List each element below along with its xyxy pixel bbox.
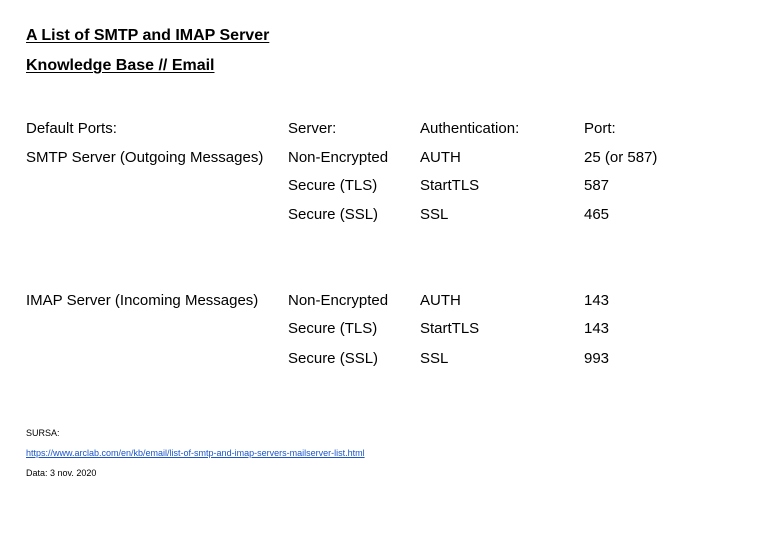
smtp-auth-cell: AUTH: [420, 149, 461, 166]
header-authentication: Authentication:: [420, 120, 520, 137]
header-server: Server:: [288, 120, 337, 137]
imap-port-cell: 993: [584, 350, 610, 367]
imap-auth-cell: AUTH: [420, 292, 461, 309]
imap-auth-cell: SSL: [420, 350, 449, 367]
smtp-section-label: SMTP Server (Outgoing Messages): [26, 149, 264, 166]
imap-port-cell: 143: [584, 320, 610, 337]
header-default-ports: Default Ports:: [26, 120, 117, 137]
smtp-server-cell: Non-Encrypted: [288, 149, 389, 166]
header-port: Port:: [584, 120, 616, 137]
imap-server-cell: Secure (TLS): [288, 320, 378, 337]
smtp-port-cell: 25 (or 587): [584, 149, 658, 166]
imap-section-label: IMAP Server (Incoming Messages): [26, 292, 259, 309]
date-label: Data: 3 nov. 2020: [26, 468, 97, 478]
document-title: A List of SMTP and IMAP Server: [26, 27, 270, 44]
imap-port-cell: 143: [584, 292, 610, 309]
smtp-auth-cell: SSL: [420, 206, 449, 223]
source-link[interactable]: https://www.arclab.com/en/kb/email/list-of-smtp-and-imap-servers-mailserver-list.html: [26, 448, 365, 458]
smtp-port-cell: 465: [584, 206, 610, 223]
smtp-server-cell: Secure (TLS): [288, 177, 378, 194]
source-label: SURSA:: [26, 428, 60, 438]
imap-auth-cell: StartTLS: [420, 320, 480, 337]
smtp-server-cell: Secure (SSL): [288, 206, 379, 223]
smtp-auth-cell: StartTLS: [420, 177, 480, 194]
imap-server-cell: Secure (SSL): [288, 350, 379, 367]
imap-server-cell: Non-Encrypted: [288, 292, 389, 309]
smtp-port-cell: 587: [584, 177, 610, 194]
document-subtitle: Knowledge Base // Email: [26, 57, 215, 74]
